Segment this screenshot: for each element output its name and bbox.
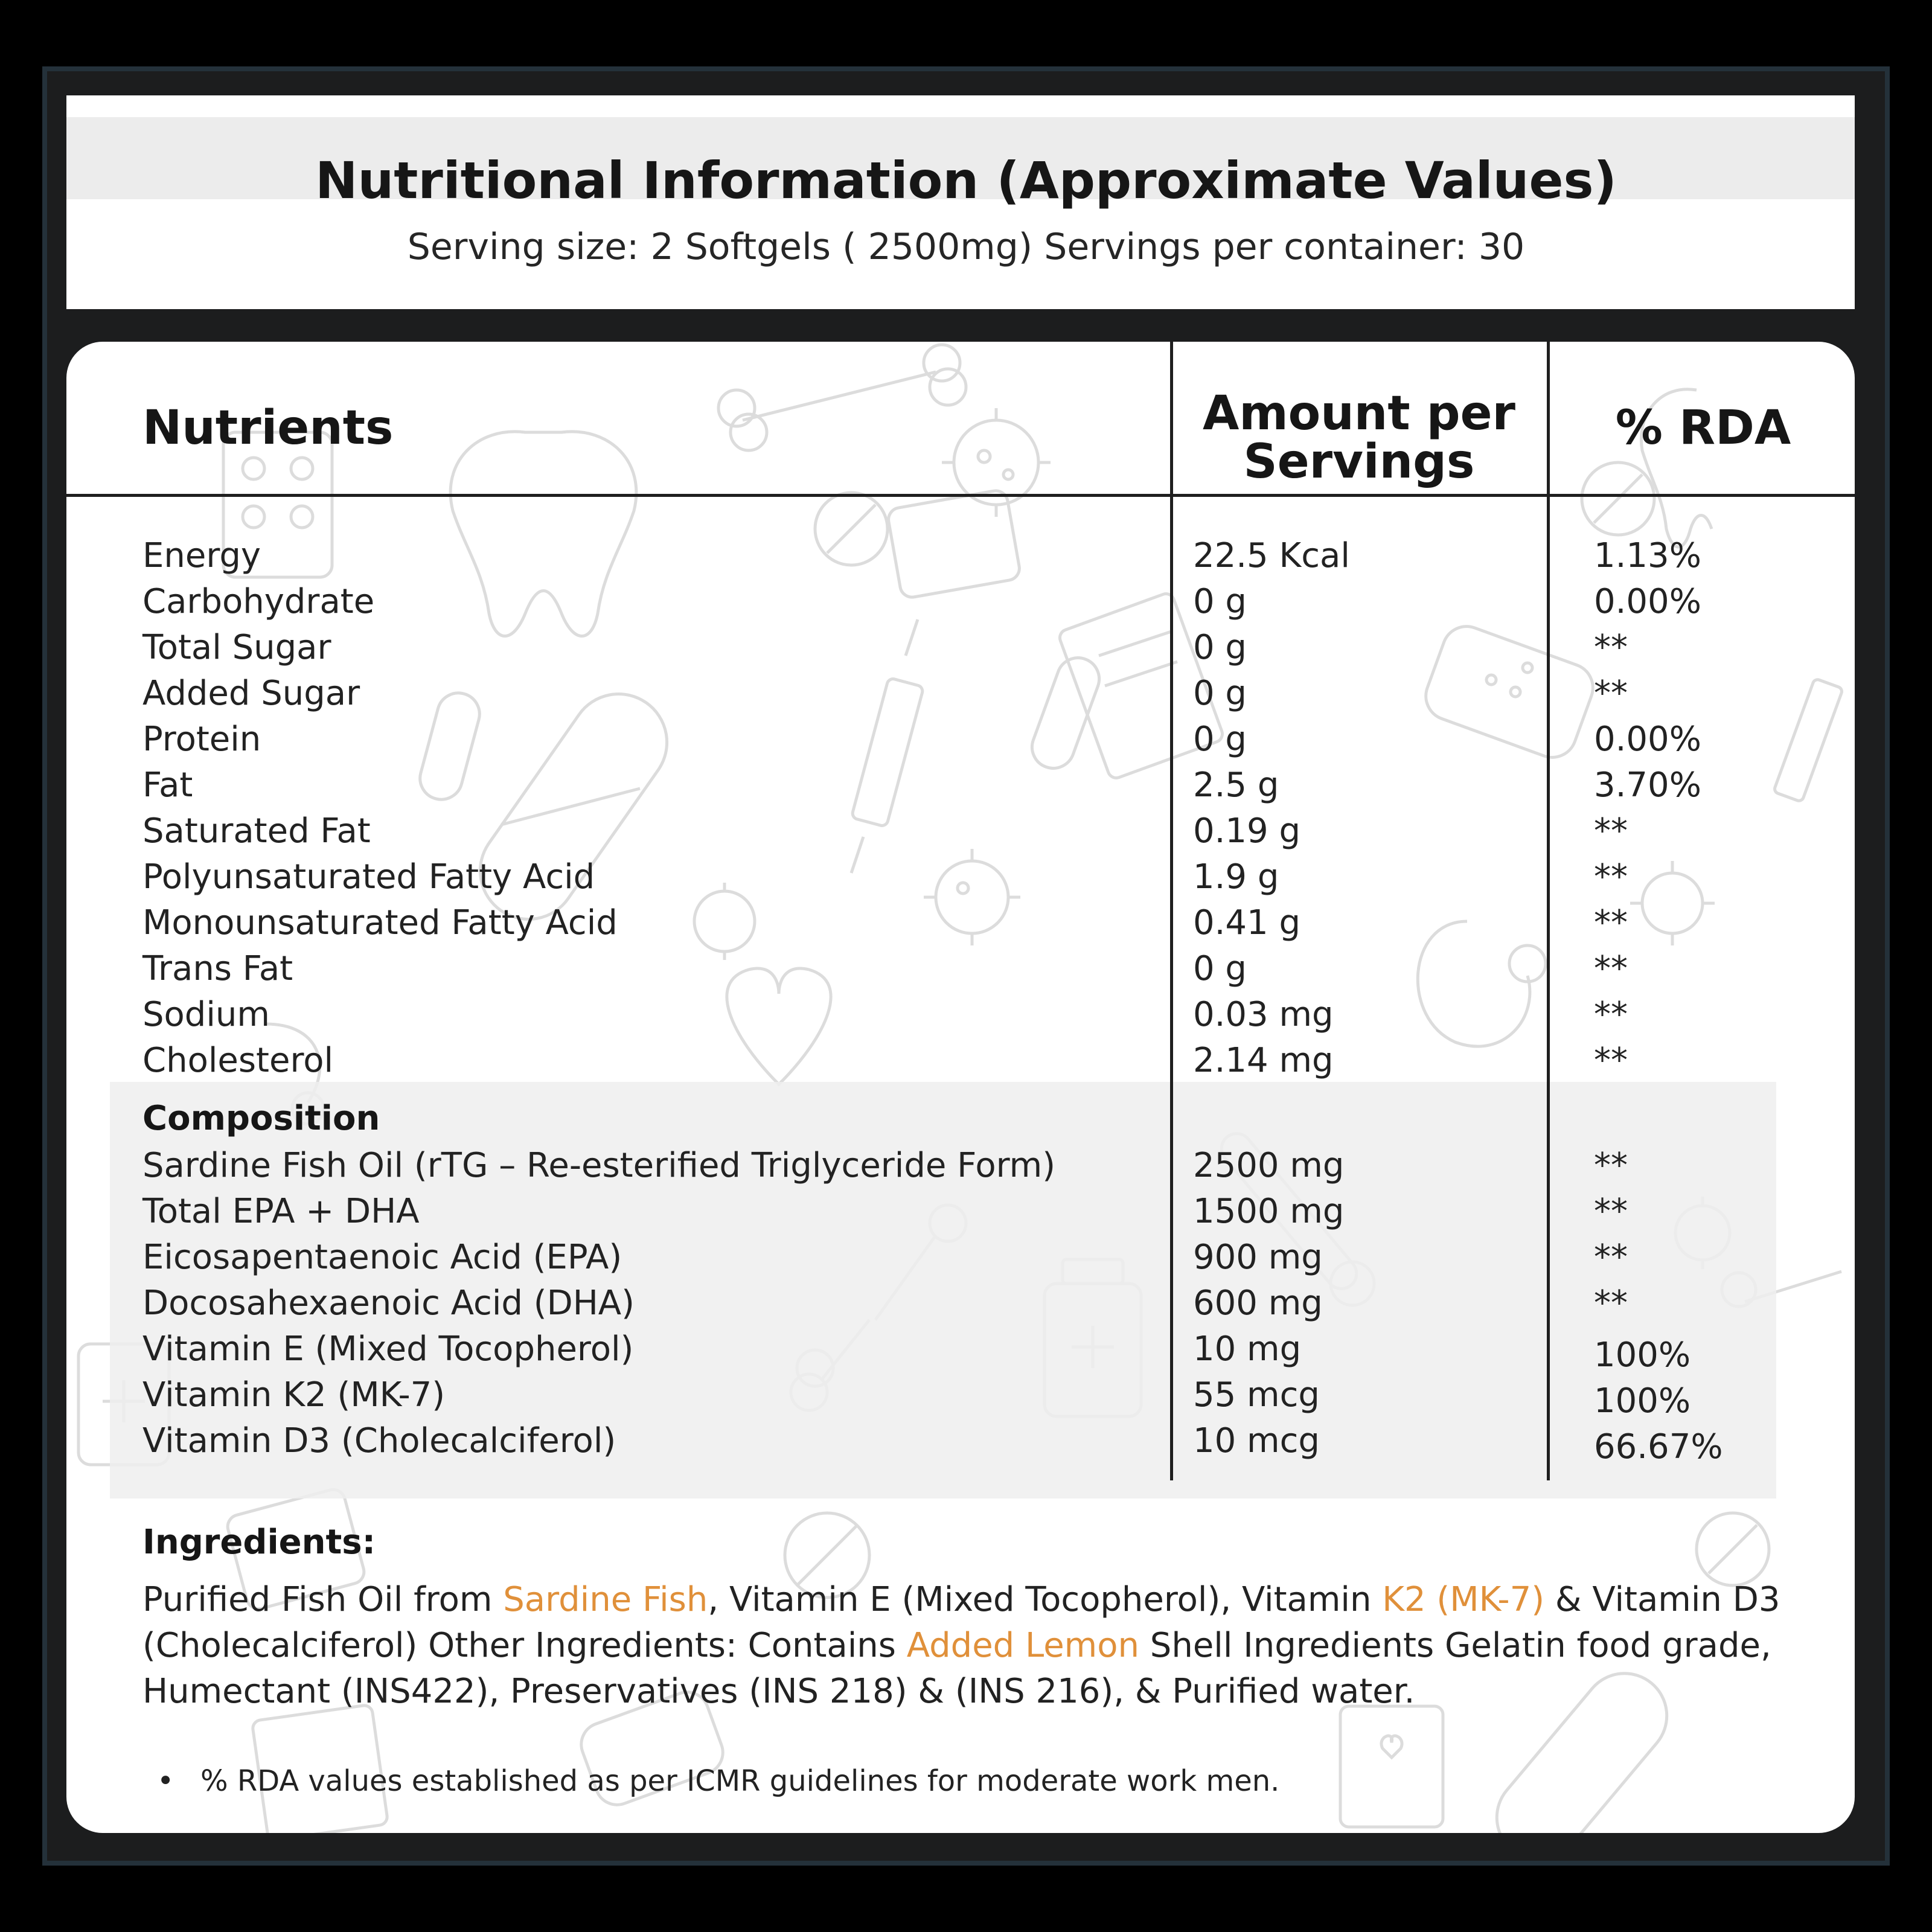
composition-rda: ** — [1594, 1238, 1628, 1277]
composition-rda: 100% — [1594, 1335, 1691, 1375]
nutrient-rda: ** — [1594, 628, 1628, 667]
nutrient-amount: 0.41 g — [1193, 903, 1301, 942]
composition-amount: 55 mcg — [1193, 1375, 1320, 1415]
nutrient-rda: ** — [1594, 674, 1628, 713]
serving-info: Serving size: 2 Softgels ( 2500mg) Servings per container: 30 — [407, 226, 1525, 268]
ingredients-highlight: Sardine Fish — [503, 1580, 708, 1619]
table-row — [66, 536, 1855, 582]
table-row — [66, 766, 1855, 811]
ingredients-part: & Vitamin D3 (Cholecalciferol) Other Ingredients: Contains — [142, 1580, 1780, 1665]
table-row — [66, 720, 1855, 766]
column-header-amount — [1175, 386, 1543, 489]
nutrient-name: Added Sugar — [142, 674, 360, 713]
pill-icon — [1582, 462, 1654, 535]
virus-icon — [942, 408, 1051, 517]
ingredients-part: Shell Ingredients Gelatin food grade, Humectant (INS422), Preservatives (INS 218) & (INS 216), & Purified water. — [142, 1626, 1771, 1711]
nutrient-rda: 1.13% — [1594, 536, 1701, 575]
column-header-rda: % RDA — [1615, 401, 1791, 455]
nutrient-rda: 3.70% — [1594, 766, 1701, 805]
clipboard-icon — [1340, 1706, 1443, 1827]
table-row — [66, 949, 1855, 995]
table-row — [66, 857, 1855, 903]
nutrient-amount: 2.14 mg — [1193, 1041, 1334, 1080]
nutrient-amount: 1.9 g — [1193, 857, 1279, 897]
bone-icon — [718, 345, 966, 450]
nutrient-amount: 2.5 g — [1193, 766, 1279, 805]
nutrient-rda: ** — [1594, 995, 1628, 1034]
bullet-icon: • — [157, 1764, 174, 1798]
composition-name: Total EPA + DHA — [142, 1192, 420, 1231]
column-header-amount-line1: Amount per — [1203, 386, 1515, 441]
ingredients-part: Purified Fish Oil from — [142, 1580, 504, 1619]
nutrient-amount: 22.5 Kcal — [1193, 536, 1350, 575]
table-row — [66, 582, 1855, 628]
composition-rda: 100% — [1594, 1381, 1691, 1421]
nutrient-amount: 0 g — [1193, 949, 1247, 988]
nutrient-amount: 0 g — [1193, 628, 1247, 667]
composition-amount: 1500 mg — [1193, 1192, 1345, 1231]
page-title: Nutritional Information (Approximate Values) — [315, 151, 1617, 210]
ingredients-highlight: K2 (MK-7) — [1382, 1580, 1545, 1619]
nutrient-name: Sodium — [142, 995, 270, 1034]
nutrient-rda: ** — [1594, 903, 1628, 942]
composition-amount: 600 mg — [1193, 1284, 1323, 1323]
pill-icon — [1697, 1513, 1769, 1585]
table-row — [66, 811, 1855, 857]
nutrient-rda: 0.00% — [1594, 720, 1701, 759]
composition-name: Sardine Fish Oil (rTG – Re-esterified Triglyceride Form) — [142, 1146, 1056, 1185]
composition-amount: 2500 mg — [1193, 1146, 1345, 1185]
nutrient-amount: 0 g — [1193, 674, 1247, 713]
table-row — [66, 1238, 1855, 1284]
table-row — [66, 1041, 1855, 1087]
nutrient-name: Cholesterol — [142, 1041, 334, 1080]
nutrient-name: Energy — [142, 536, 261, 575]
table-row — [66, 1329, 1855, 1375]
ingredients-text — [142, 1577, 1797, 1715]
nutrient-rda: 0.00% — [1594, 582, 1701, 621]
nutrient-amount: 0 g — [1193, 720, 1247, 759]
nutrient-rda: ** — [1594, 857, 1628, 897]
header-divider — [66, 494, 1855, 497]
composition-amount: 10 mg — [1193, 1329, 1302, 1369]
ingredients-title: Ingredients: — [142, 1523, 376, 1562]
table-row — [66, 903, 1855, 949]
composition-name: Eicosapentaenoic Acid (EPA) — [142, 1238, 622, 1277]
composition-amount: 10 mcg — [1193, 1421, 1320, 1460]
table-row — [66, 1375, 1855, 1421]
nutrient-rda: ** — [1594, 949, 1628, 988]
footnote-text: % RDA values established as per ICMR guidelines for moderate work men. — [200, 1764, 1280, 1798]
nutrient-name: Saturated Fat — [142, 811, 371, 851]
nutrient-name: Carbohydrate — [142, 582, 375, 621]
table-row — [66, 995, 1855, 1041]
table-row — [66, 1146, 1855, 1192]
composition-amount: 900 mg — [1193, 1238, 1323, 1277]
composition-rda: ** — [1594, 1146, 1628, 1185]
nutrient-rda: ** — [1594, 811, 1628, 851]
column-header-nutrients: Nutrients — [142, 401, 394, 455]
composition-name: Vitamin E (Mixed Tocopherol) — [142, 1329, 634, 1369]
nutrient-amount: 0.19 g — [1193, 811, 1301, 851]
ingredients-part: , Vitamin E (Mixed Tocopherol), Vitamin — [708, 1580, 1383, 1619]
nutrient-amount: 0.03 mg — [1193, 995, 1334, 1034]
table-row — [66, 1284, 1855, 1329]
table-row — [66, 674, 1855, 720]
nutrient-name: Total Sugar — [142, 628, 331, 667]
table-row — [66, 628, 1855, 674]
table-row — [66, 1421, 1855, 1467]
composition-rda: 66.67% — [1594, 1427, 1723, 1467]
table-row — [66, 1192, 1855, 1238]
composition-name: Docosahexaenoic Acid (DHA) — [142, 1284, 635, 1323]
ingredients-highlight: Added Lemon — [906, 1626, 1139, 1665]
composition-title: Composition — [142, 1099, 380, 1138]
nutrient-name: Polyunsaturated Fatty Acid — [142, 857, 595, 897]
column-header-amount-line2: Servings — [1243, 434, 1475, 489]
composition-rda: ** — [1594, 1284, 1628, 1323]
nutrient-name: Monounsaturated Fatty Acid — [142, 903, 618, 942]
nutrition-card — [66, 342, 1855, 1833]
nutrient-name: Fat — [142, 766, 193, 805]
composition-name: Vitamin D3 (Cholecalciferol) — [142, 1421, 616, 1460]
composition-name: Vitamin K2 (MK-7) — [142, 1375, 446, 1415]
nutrient-rda: ** — [1594, 1041, 1628, 1080]
composition-rda: ** — [1594, 1192, 1628, 1231]
nutrient-amount: 0 g — [1193, 582, 1247, 621]
nutrient-name: Trans Fat — [142, 949, 293, 988]
nutrient-name: Protein — [142, 720, 261, 759]
